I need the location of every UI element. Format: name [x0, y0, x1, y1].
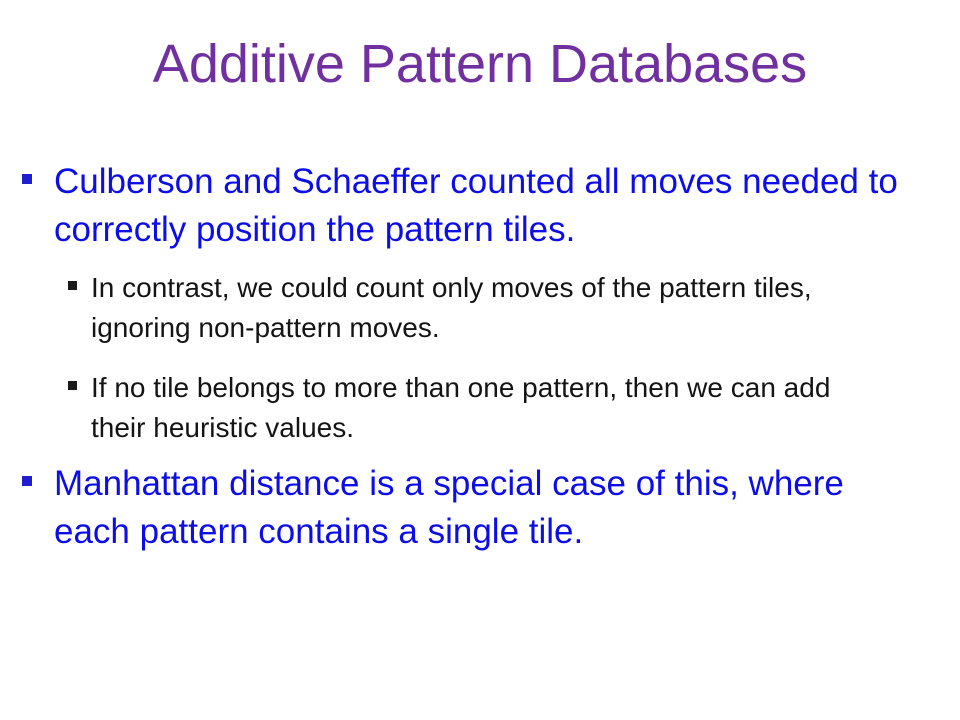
square-bullet-icon [68, 281, 77, 290]
square-bullet-icon [22, 476, 32, 486]
bullet-item [22, 460, 922, 556]
square-bullet-icon [22, 174, 32, 184]
sub-bullet-text: In contrast, we could count only moves of the pattern tiles, ignoring non-pattern moves. [91, 272, 812, 343]
bullet-text: Manhattan distance is a special case of this, where each pattern contains a single tile. [54, 464, 844, 551]
bullet-item [22, 158, 922, 254]
sub-bullet-text: If no tile belongs to more than one pattern, then we can add their heuristic values. [91, 372, 831, 443]
sub-bullet-item [68, 268, 918, 348]
slide-title: Additive Pattern Databases [152, 34, 808, 94]
bullet-text: Culberson and Schaeffer counted all moves needed to correctly position the pattern tiles. [54, 162, 898, 249]
square-bullet-icon [68, 381, 77, 390]
sub-bullet-item [68, 368, 918, 448]
